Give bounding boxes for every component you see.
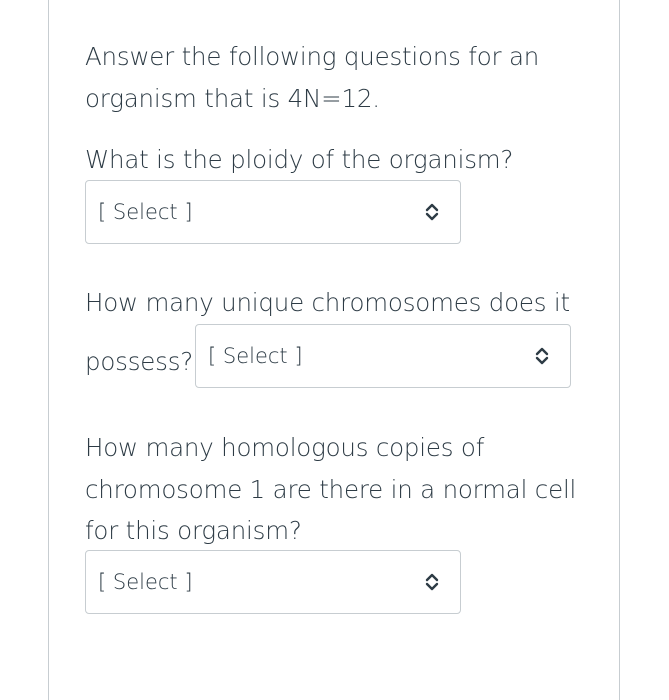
question-2-prompt-line-1: How many unique chromosomes does it: [85, 288, 570, 317]
intro-line-1: Answer the following questions for an: [85, 42, 540, 71]
question-3-prompt-line-1: How many homologous copies of: [85, 433, 485, 462]
question-2-prompt-line-2: possess?: [85, 347, 194, 376]
question-3-select[interactable]: [85, 550, 461, 614]
question-1-select-value: [ Select ]: [98, 200, 193, 224]
question-2-select[interactable]: [195, 324, 571, 388]
question-2-select-value: [ Select ]: [208, 344, 303, 368]
question-1-prompt: What is the ploidy of the organism?: [85, 145, 514, 174]
question-1-select[interactable]: [85, 180, 461, 244]
question-3-select-value: [ Select ]: [98, 570, 193, 594]
question-3-prompt-line-3: for this organism?: [85, 516, 302, 545]
question-3-prompt-line-2: chromosome 1 are there in a normal cell: [85, 475, 577, 504]
chevron-up-down-icon: [534, 346, 550, 366]
chevron-up-down-icon: [424, 202, 440, 222]
intro-line-2: organism that is 4N=12.: [85, 84, 380, 113]
chevron-up-down-icon: [424, 572, 440, 592]
